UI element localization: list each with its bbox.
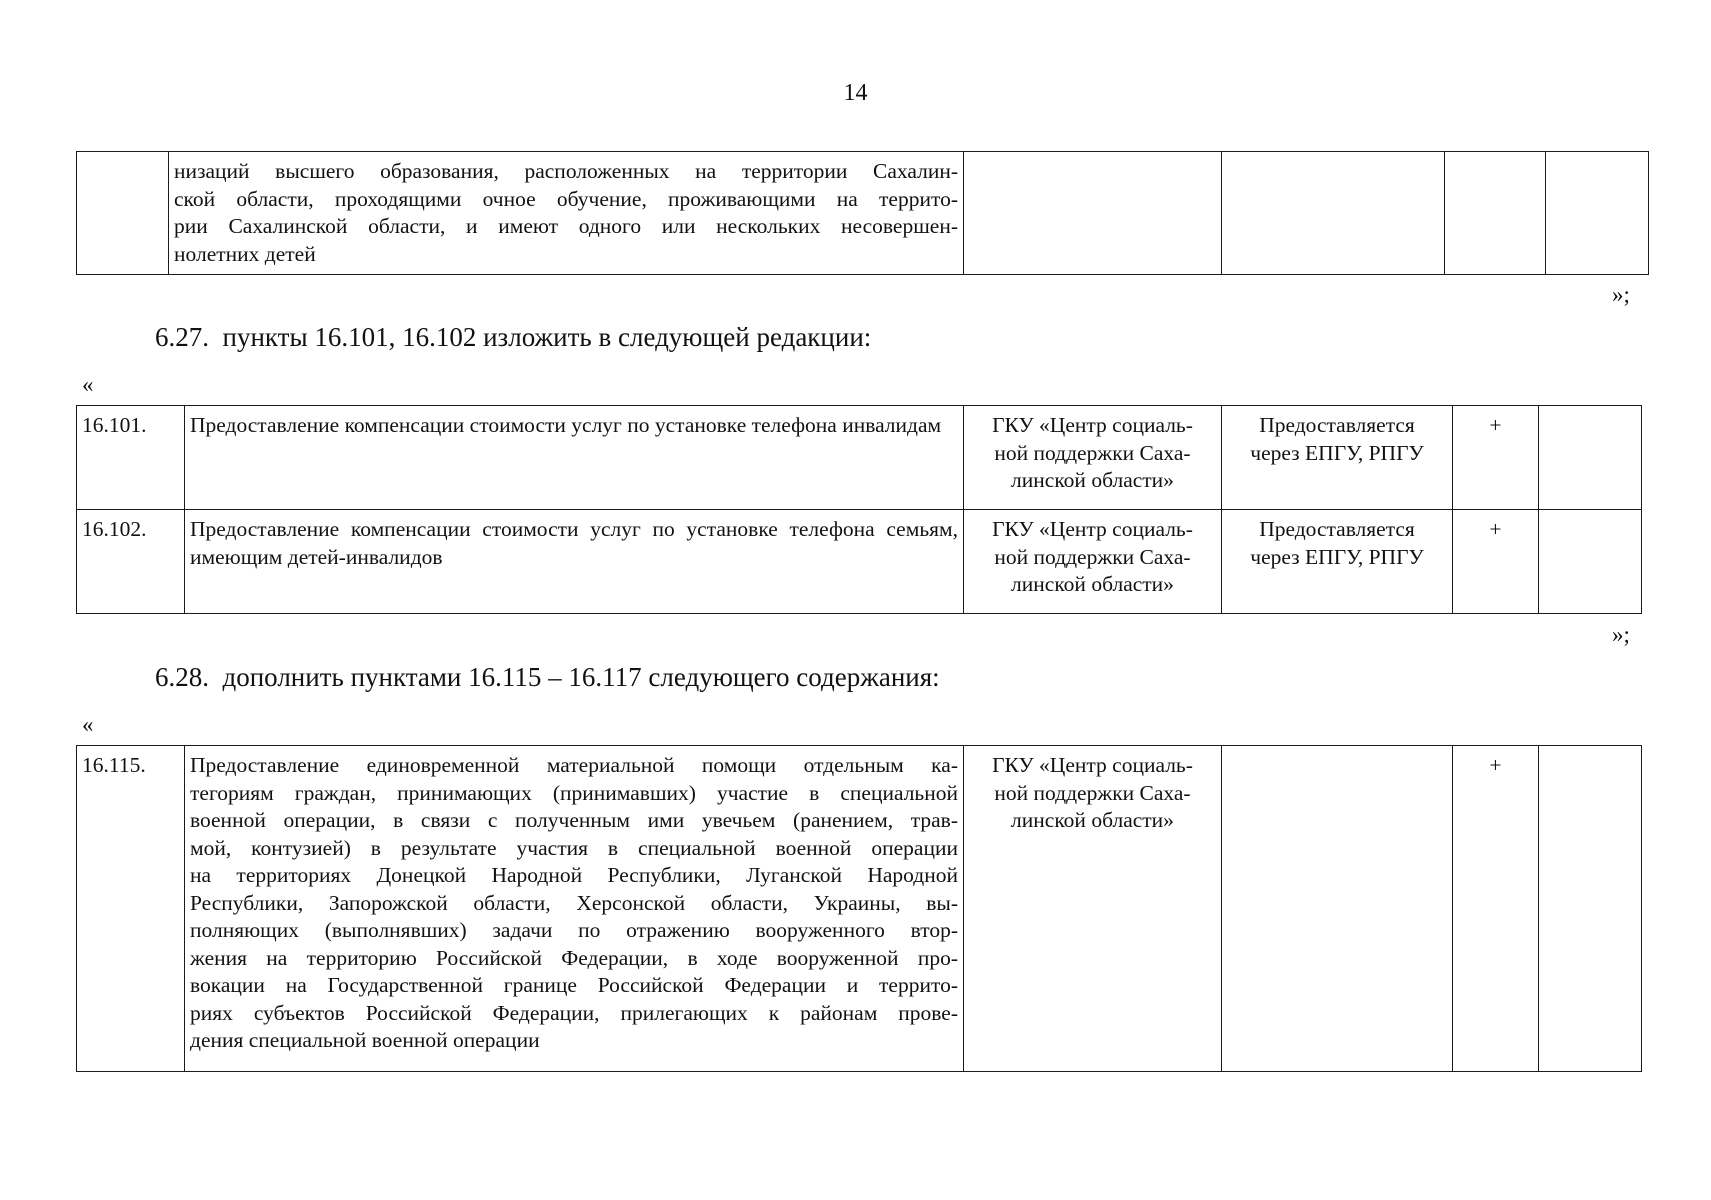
description-line: дения специальной военной операции: [190, 1028, 540, 1052]
mode-line: через ЕПГУ, РПГУ: [1250, 544, 1424, 569]
table-row: [77, 406, 1642, 510]
description-line: тегориям граждан, принимающих (принимавших) участие в специальной: [190, 780, 958, 805]
opening-quote: «: [82, 712, 94, 737]
description-line: вокации на Государственной границе Российской Федерации и террито-: [190, 973, 958, 997]
description-line: Республики, Запорожской области, Херсонской области, Украины, вы-: [190, 890, 958, 915]
description-line: полняющих (выполнявших) задачи по отражению вооруженного втор-: [190, 918, 958, 942]
section-6-27-table: [76, 405, 1642, 614]
closing-quote: »;: [1612, 622, 1630, 647]
row-number-cell: [77, 152, 169, 275]
row-org-cell: [964, 510, 1222, 614]
opening-quote: «: [82, 372, 94, 397]
mode-line: Предоставляется: [1259, 413, 1415, 437]
row-plus-cell: [1445, 152, 1546, 275]
table-row: [77, 746, 1642, 1072]
row-description-cell: [185, 746, 964, 1072]
row-description-cell: Предоставление компенсации стоимости услуг по установке телефона семьям, имеющим детей-инвалидов: [185, 510, 964, 614]
row-plus-cell: +: [1453, 746, 1539, 1072]
description-line: военной операции, в связи с полученным ими увечьем (ранением, трав-: [190, 808, 958, 832]
description-line: ской области, проходящими очное обучение, проживающими на террито-: [174, 186, 958, 211]
row-plus-cell: +: [1453, 406, 1539, 510]
row-description-cell: [169, 152, 964, 275]
table-row: [77, 510, 1642, 614]
page-number: 14: [843, 80, 868, 106]
org-line: линской области»: [1011, 572, 1174, 596]
row-number-cell: 16.101.: [77, 406, 185, 510]
row-org-cell: [964, 406, 1222, 510]
description-line: нолетних детей: [174, 241, 316, 266]
row-org-cell: [964, 152, 1222, 275]
row-plus-cell: +: [1453, 510, 1539, 614]
mode-line: Предоставляется: [1259, 517, 1415, 541]
section-6-28-table: [76, 745, 1642, 1072]
row-description-cell: Предоставление компенсации стоимости услуг по установке телефона инвалидам: [185, 406, 964, 510]
section-heading-6-27: 6.27. пункты 16.101, 16.102 изложить в следующей редакции:: [155, 322, 872, 352]
row-mode-cell: [1222, 406, 1453, 510]
row-extra-cell: [1539, 406, 1642, 510]
org-line: ГКУ «Центр социаль-: [992, 413, 1193, 437]
description-line: жения на территорию Российской Федерации, в ходе вооруженной про-: [190, 945, 958, 970]
description-line: рии Сахалинской области, и имеют одного или нескольких несовершен-: [174, 214, 958, 238]
org-line: ГКУ «Центр социаль-: [992, 753, 1193, 777]
org-line: линской области»: [1011, 468, 1174, 492]
org-line: ной поддержки Саха-: [994, 544, 1191, 569]
row-number-cell: 16.115.: [77, 746, 185, 1072]
section-heading-6-28: 6.28. дополнить пунктами 16.115 – 16.117 следующего содержания:: [155, 662, 940, 692]
description-line: мой, контузией) в результате участия в специальной военной операции: [190, 835, 958, 860]
description-line: риях субъектов Российской Федерации, прилегающих к районам прове-: [190, 1000, 958, 1025]
row-org-cell: [964, 746, 1222, 1072]
description-line: низаций высшего образования, расположенных на территории Сахалин-: [174, 159, 958, 183]
row-mode-cell: [1222, 152, 1445, 275]
table-row: [77, 152, 1649, 275]
mode-line: через ЕПГУ, РПГУ: [1250, 440, 1424, 465]
closing-quote: »;: [1612, 282, 1630, 307]
row-extra-cell: [1546, 152, 1649, 275]
row-number-cell: 16.102.: [77, 510, 185, 614]
org-line: ной поддержки Саха-: [994, 780, 1191, 805]
description-line: на территориях Донецкой Народной Республики, Луганской Народной: [190, 863, 958, 887]
description-line: Предоставление единовременной материальной помощи отдельным ка-: [190, 753, 958, 777]
row-mode-cell: [1222, 746, 1453, 1072]
org-line: ГКУ «Центр социаль-: [992, 517, 1193, 541]
row-extra-cell: [1539, 510, 1642, 614]
org-line: линской области»: [1011, 808, 1174, 832]
row-mode-cell: [1222, 510, 1453, 614]
row-extra-cell: [1539, 746, 1642, 1072]
org-line: ной поддержки Саха-: [994, 440, 1191, 465]
continuation-table: [76, 151, 1649, 275]
